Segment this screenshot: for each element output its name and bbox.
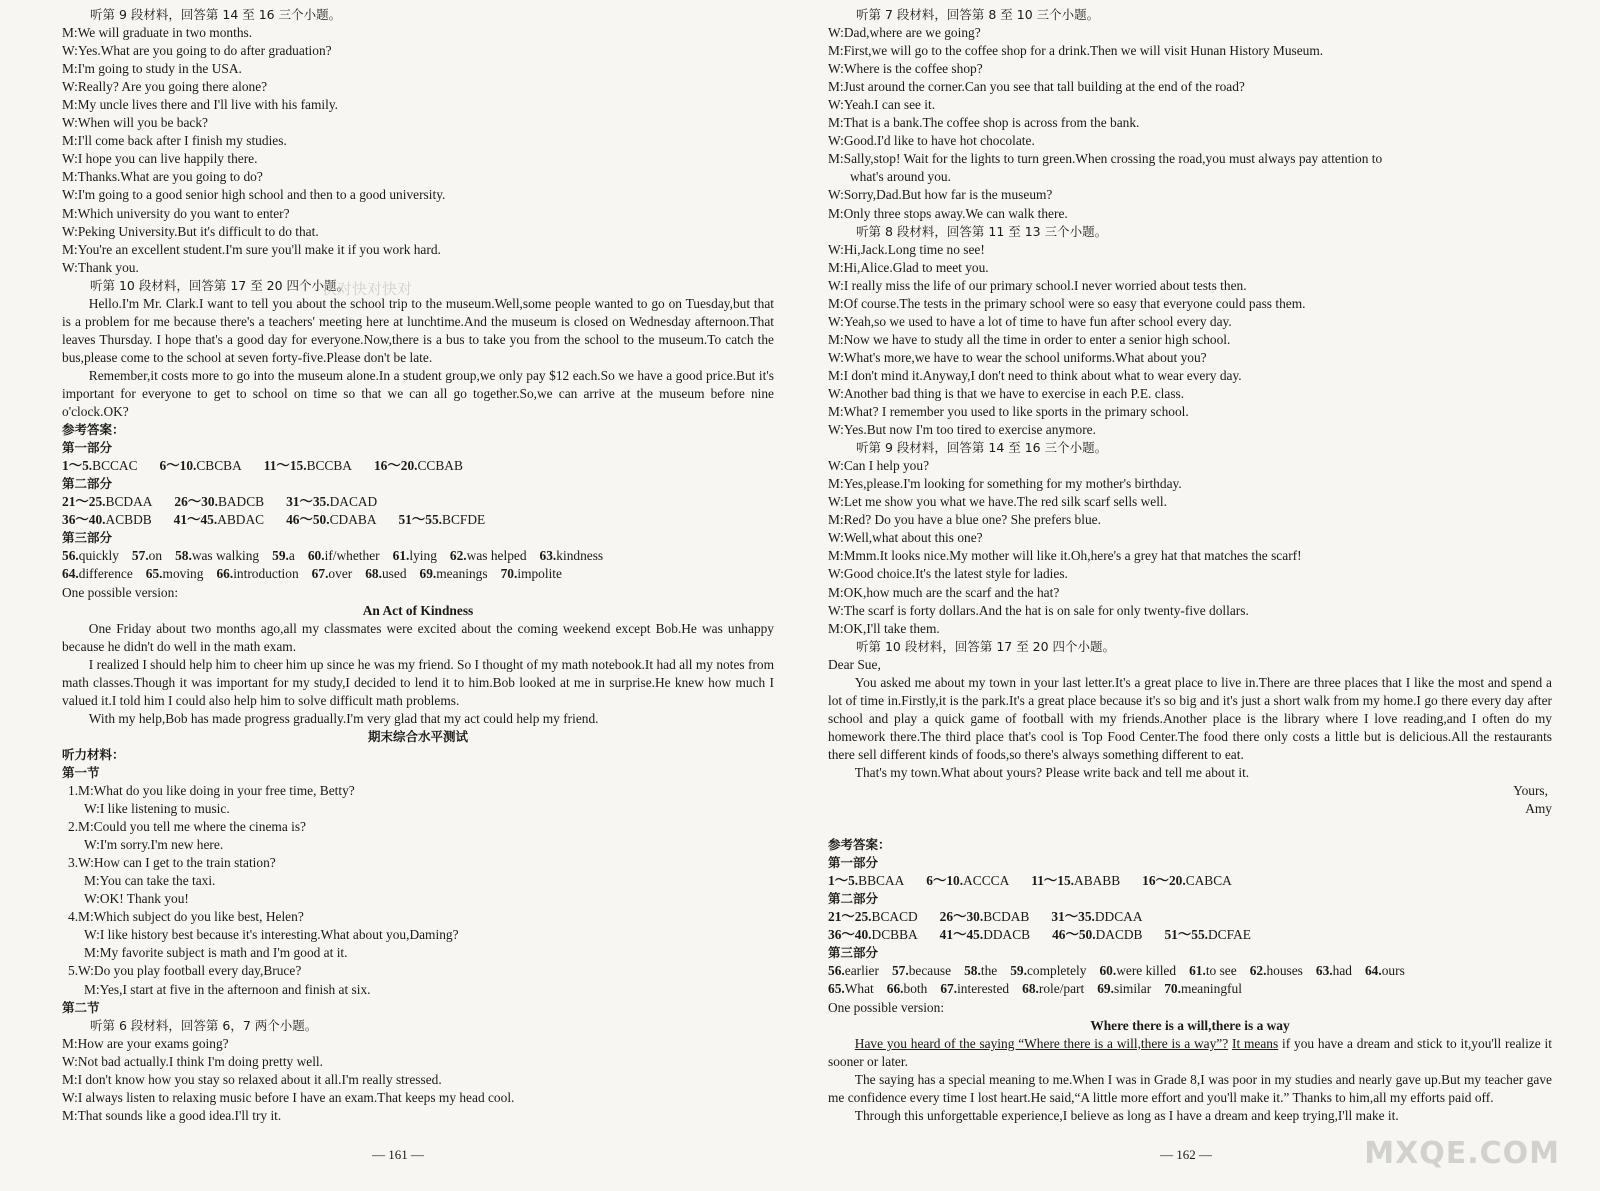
answer-item — [174, 493, 264, 511]
answer-number: 70. — [1164, 981, 1181, 997]
answer-value: ACCCA — [963, 873, 1010, 889]
dialogue-line: M:Red? Do you have a blue one? She prefers blue. — [828, 512, 1101, 528]
answer-item — [62, 457, 138, 475]
answer-value: impolite — [517, 566, 562, 582]
section-1-heading: 第一节 — [62, 764, 100, 780]
answer-number: 67. — [940, 981, 958, 997]
essay-paragraph: With my help,Bob has made progress gradually.I'm very glad that my act could help my friend. — [88, 710, 599, 726]
section-instruction: 听第 10 段材料，回答第 17 至 20 四个小题。 — [90, 277, 350, 293]
answer-item — [1052, 926, 1142, 944]
answer-value: meaningful — [1180, 981, 1242, 997]
letter-closing-line: That's my town.What about yours? Please write back and tell me about it. — [854, 764, 1250, 780]
answer-item — [540, 547, 604, 565]
dialogue-question: 1.M:What do you like doing in your free time, Betty? — [68, 783, 355, 799]
answer-value: was walking — [191, 548, 260, 564]
answer-number: 21～25. — [62, 494, 106, 510]
essay-text: if you have a dream and stick to it,you'll realize it sooner or later. — [828, 1035, 1552, 1069]
answer-value: BCDAA — [105, 494, 153, 510]
dialogue-line: M:I'll come back after I finish my studies. — [62, 133, 287, 149]
dialogue-line: M:Which university do you want to enter? — [62, 205, 290, 221]
answer-value: introduction — [233, 566, 299, 582]
answer-item — [62, 547, 119, 565]
answer-value: moving — [162, 566, 204, 582]
dialogue-line: W:Good.I'd like to have hot chocolate. — [828, 133, 1035, 149]
answer-item — [828, 962, 879, 980]
answer-item — [926, 872, 1009, 890]
answer-value: similar — [1113, 981, 1152, 997]
letter-sign-off: Yours, — [1513, 783, 1548, 799]
left-dialogue-9 — [62, 6, 774, 295]
dialogue-line: Dear Sue, — [828, 656, 881, 672]
letter-signature: Amy — [1525, 801, 1552, 817]
dialogue-line: W:Good choice.It's the latest style for ladies. — [828, 566, 1068, 582]
answer-value: DDACB — [983, 927, 1031, 943]
answer-value: CCBAB — [417, 458, 463, 474]
answer-item — [62, 565, 133, 583]
dialogue-line: W:I'm going to a good senior high school and then to a good university. — [62, 187, 446, 203]
stamp-watermark: 快对快对快对 — [322, 280, 413, 298]
dialogue-answer: W:I like history best because it's interesting.What about you,Daming? — [84, 927, 459, 943]
answer-item — [1164, 926, 1250, 944]
answer-item — [892, 962, 951, 980]
answer-item — [365, 565, 406, 583]
answer-value: on — [148, 548, 163, 564]
answer-item — [450, 547, 527, 565]
dialogue-answer: W:I like listening to music. — [84, 801, 230, 817]
answer-value: BCACD — [871, 909, 918, 925]
answer-item — [286, 511, 376, 529]
dialogue-line: W:I always listen to relaxing music before I have an exam.That keeps my head cool. — [62, 1089, 515, 1105]
answer-value: DDCAA — [1094, 909, 1143, 925]
dialogue-line: M:I don't know how you stay so relaxed about it all.I'm really stressed. — [62, 1071, 442, 1087]
answer-row — [62, 565, 774, 583]
short-dialogues — [62, 782, 774, 999]
answer-number: 58. — [175, 548, 192, 564]
answer-value: to see — [1205, 963, 1237, 979]
answer-item — [828, 872, 904, 890]
essay-para-1 — [828, 1035, 1552, 1071]
left-passage-10-para-1: Hello.I'm Mr. Clark.I want to tell you about the school trip to the museum.Well,some people wanted to go on Tuesday,but that is a problem for me because there's a teachers' meeting here at lunchtime.And the museum is closed on Wednesday afternoon.That leaves Thursday. I hope that's a good day for everyone.Now,there is a bus to take you from the school to the museum.To catch the bus,please come to the school at seven forty-five.Please don't be late. — [62, 295, 774, 365]
right-page — [828, 6, 1552, 1125]
section-instruction: 听第 9 段材料，回答第 14 至 16 三个小题。 — [856, 440, 1108, 456]
dialogue-answer: W:OK! Thank you! — [84, 891, 189, 907]
answer-value: ABABB — [1074, 873, 1121, 889]
dialogue-line: W:What's more,we have to wear the school uniforms.What about you? — [828, 349, 1207, 365]
answer-value: CDABA — [329, 512, 377, 528]
answer-number: 65. — [828, 981, 845, 997]
part-3-heading: 第三部分 — [62, 530, 113, 546]
dialogue-line: M:What? I remember you used to like sports in the primary school. — [828, 404, 1189, 420]
dialogue-answer: M:My favorite subject is math and I'm good at it. — [84, 945, 348, 961]
answer-item — [1316, 962, 1352, 980]
essay-paragraph: The saying has a special meaning to me.When I was in Grade 8,I was poor in my studies and nearly gave up.But my teacher gave me confidence every time I lost heart.He said,“A little more effort and you'll make it.” Thanks to him,all my efforts paid off. — [828, 1071, 1552, 1105]
dialogue-line: W:The scarf is forty dollars.And the hat is on sale for only twenty-five dollars. — [828, 602, 1249, 618]
page-number-left: — 161 — — [372, 1147, 424, 1162]
answer-item — [393, 547, 437, 565]
answer-row — [828, 962, 1552, 980]
answer-item — [1250, 962, 1303, 980]
answer-value: CABCA — [1185, 873, 1232, 889]
answer-value: ACBDB — [105, 512, 152, 528]
answer-number: 66. — [216, 566, 234, 582]
answer-number: 26～30. — [939, 909, 984, 925]
answer-number: 64. — [62, 566, 79, 582]
answer-item — [940, 926, 1030, 944]
dialogue-line: M:You're an excellent student.I'm sure you'll make it if you work hard. — [62, 241, 441, 257]
dialogue-line: M:My uncle lives there and I'll live with his family. — [62, 97, 338, 113]
answer-value: BBCAA — [858, 873, 905, 889]
answer-value: role/part — [1038, 981, 1085, 997]
dialogue-line: W:Not bad actually.I think I'm doing pretty well. — [62, 1053, 323, 1069]
answer-item — [286, 493, 377, 511]
dialogue-line: W:Hi,Jack.Long time no see! — [828, 241, 985, 257]
answer-value: houses — [1266, 963, 1303, 979]
answer-number: 46～50. — [286, 512, 330, 528]
answer-number: 68. — [1022, 981, 1039, 997]
answer-number: 66. — [886, 981, 904, 997]
answer-value: because — [908, 963, 952, 979]
answer-number: 68. — [365, 566, 382, 582]
dialogue-line: W:I hope you can live happily there. — [62, 151, 258, 167]
left-dialogue-6 — [62, 1017, 774, 1125]
dialogue-line: M:Hi,Alice.Glad to meet you. — [828, 259, 989, 275]
dialogue-line: M:How are your exams going? — [62, 1035, 229, 1051]
answer-value: ABDAC — [217, 512, 265, 528]
answer-number: 46～50. — [1052, 927, 1096, 943]
answer-value: if/whether — [324, 548, 380, 564]
answer-value: BCCAC — [92, 458, 138, 474]
answer-item — [964, 962, 997, 980]
answer-value: lying — [409, 548, 437, 564]
dialogue-line: W:When will you be back? — [62, 115, 209, 131]
answer-row — [62, 547, 774, 565]
answer-number: 16～20. — [373, 458, 418, 474]
possible-version-label: One possible version: — [828, 999, 945, 1015]
dialogue-line: W:Really? Are you going there alone? — [62, 79, 268, 95]
dialogue-line: M:OK,I'll take them. — [828, 620, 940, 636]
answer-row — [62, 457, 774, 475]
answer-value: quickly — [78, 548, 119, 564]
answer-value: DACAD — [329, 494, 378, 510]
section-instruction: 听第 8 段材料，回答第 11 至 13 三个小题。 — [856, 223, 1108, 239]
answer-row — [828, 908, 1552, 926]
answer-item — [1010, 962, 1086, 980]
answer-number: 63. — [539, 548, 557, 564]
site-watermark: MXQE.COM — [1364, 1136, 1560, 1171]
part-2-heading: 第二部分 — [62, 476, 113, 492]
dialogue-question: 4.M:Which subject do you like best, Helen? — [68, 909, 304, 925]
answer-value: BCFDE — [442, 512, 486, 528]
part-1-heading: 第一部分 — [62, 440, 113, 456]
dialogue-answer: M:You can take the taxi. — [84, 873, 216, 889]
answer-number: 26～30. — [174, 494, 218, 510]
dialogue-line: W:Yeah,so we used to have a lot of time to have fun after school every day. — [828, 313, 1232, 329]
answer-value: earlier — [844, 963, 879, 979]
answer-number: 6～10. — [159, 458, 197, 474]
answer-item — [264, 457, 352, 475]
answer-row — [62, 511, 774, 529]
answer-item — [272, 547, 295, 565]
answers-heading: 参考答案： — [828, 837, 891, 853]
answer-row — [828, 926, 1552, 944]
dialogue-line: M:Now we have to study all the time in order to enter a senior high school. — [828, 331, 1231, 347]
answer-item — [887, 980, 928, 998]
answer-number: 41～45. — [939, 927, 984, 943]
final-test-title: 期末综合水平测试 — [367, 728, 468, 744]
answer-value: both — [903, 981, 928, 997]
essay-body — [828, 1071, 1552, 1125]
answer-item — [62, 511, 152, 529]
listening-heading: 听力材料： — [62, 746, 125, 762]
answer-item — [828, 908, 918, 926]
answer-item — [1097, 980, 1151, 998]
answer-number: 69. — [1097, 981, 1114, 997]
dialogue-line: W:Thank you. — [62, 259, 139, 275]
answer-value: CBCBA — [196, 458, 242, 474]
answer-number: 56. — [62, 548, 79, 564]
answer-item — [1189, 962, 1237, 980]
answer-number: 31～35. — [1051, 909, 1095, 925]
left-page — [62, 6, 774, 1125]
dialogue-question: 5.W:Do you play football every day,Bruce? — [68, 963, 302, 979]
answer-number: 16～20. — [1142, 873, 1186, 889]
answer-item — [1031, 872, 1120, 890]
underlined-text: Have you heard of the saying “Where there is a will,there is a way”? — [854, 1035, 1229, 1051]
essay-paragraph: I realized I should help him to cheer him up since he was my friend. So I thought of my math notebook.It had all my notes from math classes.Though it was important for my study,I decided to lend it to him.Bob looked at me in surprise.He knew how much I valued it.I told him I could also help him to solve difficult math problems. — [62, 656, 774, 708]
answers-heading: 参考答案： — [62, 422, 125, 438]
answer-number: 62. — [1249, 963, 1267, 979]
dialogue-line: M:That sounds like a good idea.I'll try it. — [62, 1107, 282, 1123]
answer-item — [216, 565, 298, 583]
answer-value: ours — [1381, 963, 1405, 979]
dialogue-line: W:Can I help you? — [828, 458, 930, 474]
dialogue-line: M:Mmm.It looks nice.My mother will like it.Oh,here's a grey hat that matches the scarf! — [828, 548, 1302, 564]
dialogue-line: W:Dad,where are we going? — [828, 25, 981, 41]
answer-item — [174, 511, 264, 529]
dialogue-line: W:Well,what about this one? — [828, 530, 983, 546]
answer-number: 70. — [500, 566, 518, 582]
answer-item — [312, 565, 353, 583]
answer-value: used — [381, 566, 407, 582]
dialogue-line: M:Just around the corner.Can you see that tall building at the end of the road? — [828, 79, 1245, 95]
answer-number: 6～10. — [926, 873, 964, 889]
answer-number: 64. — [1364, 963, 1382, 979]
dialogue-line: M:First,we will go to the coffee shop for a drink.Then we will visit Hunan History Museum. — [828, 43, 1324, 59]
part-1-heading: 第一部分 — [828, 855, 879, 871]
dialogue-line: W:I really miss the life of our primary school.I never worried about tests then. — [828, 277, 1247, 293]
essay-paragraph: One Friday about two months ago,all my classmates were excited about the coming weekend except Bob.He was unhappy because he didn't do well in the math exam. — [62, 620, 774, 654]
part-2-heading: 第二部分 — [828, 891, 879, 907]
letter-body: You asked me about my town in your last letter.It's a great place to live in.There are three places that I like the most and spend a lot of time in.Firstly,it is the park.It's a great place because it's so big and it's just a short walk from my home.I go there every day after school and play a quick game of football with my friends.Another place is the library where I love reading,and I often do my homework there.The third place that's cool is Top Food Center.The food there only costs a little but is delicious.All the restaurants there sell different kinds of foods,so there's always something different to eat. — [828, 674, 1552, 762]
answer-number: 51～55. — [398, 512, 443, 528]
answer-value: meanings — [436, 566, 488, 582]
section-instruction: 听第 9 段材料，回答第 14 至 16 三个小题。 — [90, 7, 342, 22]
answer-item — [175, 547, 259, 565]
answer-number: 56. — [828, 963, 845, 979]
answer-value: were killed — [1116, 963, 1177, 979]
answer-number: 63. — [1315, 963, 1333, 979]
answer-value: kindness — [556, 548, 604, 564]
answer-number: 59. — [1010, 963, 1027, 979]
answer-item — [160, 457, 242, 475]
answer-number: 57. — [131, 548, 149, 564]
answer-value: completely — [1026, 963, 1087, 979]
answer-item — [940, 908, 1030, 926]
section-instruction: 听第 7 段材料，回答第 8 至 10 三个小题。 — [856, 7, 1100, 22]
dialogue-line: M:I'm going to study in the USA. — [62, 61, 242, 77]
left-passage-10-para-2: Remember,it costs more to go into the museum alone.In a student group,we only pay $12 each.So we have a good price.But it's important for everyone to get to school on time so that we can all go together.So,we can arrive at the museum before nine o'clock.OK? — [62, 367, 774, 420]
dialogue-line: W:Another bad thing is that we have to exercise in each P.E. class. — [828, 385, 1185, 401]
answer-value: BCCBA — [306, 458, 352, 474]
section-instruction: 听第 10 段材料，回答第 17 至 20 四个小题。 — [856, 638, 1116, 654]
dialogue-line: W:Where is the coffee shop? — [828, 61, 983, 77]
dialogue-line: M:OK,how much are the scarf and the hat? — [828, 584, 1060, 600]
dialogue-line: M:Only three stops away.We can walk there. — [828, 205, 1068, 221]
answer-row — [828, 872, 1552, 890]
dialogue-question: 2.M:Could you tell me where the cinema is? — [68, 819, 306, 835]
dialogue-answer: M:Yes,I start at five in the afternoon and finish at six. — [84, 981, 371, 997]
essay-title: An Act of Kindness — [362, 602, 474, 618]
dialogue-line: M:Thanks.What are you going to do? — [62, 169, 263, 185]
answer-item — [308, 547, 380, 565]
essay-title: Where there is a will,there is a way — [1090, 1017, 1290, 1033]
answer-item — [398, 511, 485, 529]
answer-number: 31～35. — [286, 494, 330, 510]
answer-value: had — [1332, 963, 1352, 979]
dialogue-line: M:Of course.The tests in the primary school were so easy that everyone could pass them. — [828, 295, 1306, 311]
section-2-heading: 第二节 — [62, 999, 100, 1015]
answer-value: DACDB — [1095, 927, 1143, 943]
answer-item — [62, 493, 152, 511]
answer-value: What — [844, 981, 874, 997]
answer-number: 59. — [272, 548, 289, 564]
answer-number: 41～45. — [173, 512, 218, 528]
dialogue-answer: W:I'm sorry.I'm new here. — [84, 837, 224, 853]
essay-body — [62, 620, 774, 728]
answer-row — [62, 493, 774, 511]
answer-row — [828, 980, 1552, 998]
answer-number: 60. — [1099, 963, 1117, 979]
answer-item — [132, 547, 162, 565]
answer-item — [828, 980, 874, 998]
answer-number: 60. — [307, 548, 325, 564]
answer-item — [420, 565, 488, 583]
answer-number: 36～40. — [828, 927, 872, 943]
answer-number: 1～5. — [828, 873, 859, 889]
answer-item — [374, 457, 463, 475]
dialogue-line: what's around you. — [850, 169, 951, 185]
dialogue-question: 3.W:How can I get to the train station? — [68, 855, 276, 871]
possible-version-label: One possible version: — [62, 584, 179, 600]
answer-number: 1～5. — [62, 458, 93, 474]
answer-number: 11～15. — [263, 458, 307, 474]
answer-number: 69. — [419, 566, 437, 582]
answer-value: DCFAE — [1208, 927, 1251, 943]
answer-item — [828, 926, 918, 944]
answer-number: 51～55. — [1164, 927, 1209, 943]
answer-number: 36～40. — [62, 512, 106, 528]
dialogue-line: M:I don't mind it.Anyway,I don't need to think about what to wear every day. — [828, 367, 1242, 383]
answer-number: 65. — [145, 566, 163, 582]
page-number-right: — 162 — — [1160, 1147, 1212, 1162]
answer-item — [146, 565, 204, 583]
dialogue-line: M:That is a bank.The coffee shop is across from the bank. — [828, 115, 1140, 131]
answer-value: BCDAB — [983, 909, 1030, 925]
dialogue-line: W:Let me show you what we have.The red silk scarf sells well. — [828, 494, 1168, 510]
answer-item — [1099, 962, 1176, 980]
answer-number: 67. — [311, 566, 329, 582]
answer-value: was helped — [466, 548, 527, 564]
answer-value: difference — [78, 566, 133, 582]
answer-number: 57. — [891, 963, 909, 979]
dialogue-line: W:Yes.What are you going to do after graduation? — [62, 43, 332, 59]
dialogue-line: W:Sorry,Dad.But how far is the museum? — [828, 187, 1053, 203]
answer-item — [501, 565, 562, 583]
answer-value: a — [288, 548, 295, 564]
answer-number: 11～15. — [1031, 873, 1075, 889]
dialogue-line: W:Yeah.I can see it. — [828, 97, 936, 113]
dialogue-line: W:Peking University.But it's difficult to do that. — [62, 223, 319, 239]
answer-item — [1051, 908, 1142, 926]
answer-number: 58. — [964, 963, 981, 979]
dialogue-line: M:We will graduate in two months. — [62, 25, 253, 41]
answer-number: 62. — [449, 548, 467, 564]
part-3-heading: 第三部分 — [828, 945, 879, 961]
dialogue-line: M:Yes,please.I'm looking for something for my mother's birthday. — [828, 476, 1182, 492]
answer-value: over — [328, 566, 353, 582]
answer-value: the — [980, 963, 998, 979]
answer-item — [1022, 980, 1084, 998]
answer-number: 61. — [392, 548, 410, 564]
dialogue-line: M:Sally,stop! Wait for the lights to turn green.When crossing the road,you must always pay attention to — [828, 151, 1383, 167]
answer-value: interested — [957, 981, 1010, 997]
dialogue-line: W:Yes.But now I'm too tired to exercise anymore. — [828, 422, 1096, 438]
answer-item — [1365, 962, 1405, 980]
underlined-text: It means — [1232, 1035, 1279, 1051]
answer-number: 21～25. — [828, 909, 872, 925]
answer-number: 61. — [1189, 963, 1206, 979]
answer-value: DCBBA — [871, 927, 918, 943]
section-instruction: 听第 6 段材料，回答第 6，7 两个小题。 — [90, 1017, 318, 1033]
answer-item — [1142, 872, 1232, 890]
answer-value: BADCB — [217, 494, 265, 510]
answer-item — [940, 980, 1009, 998]
answer-item — [1164, 980, 1242, 998]
essay-paragraph: Through this unforgettable experience,I believe as long as I have a dream and keep trying,I'll make it. — [854, 1107, 1399, 1123]
right-dialogues — [828, 6, 1552, 674]
